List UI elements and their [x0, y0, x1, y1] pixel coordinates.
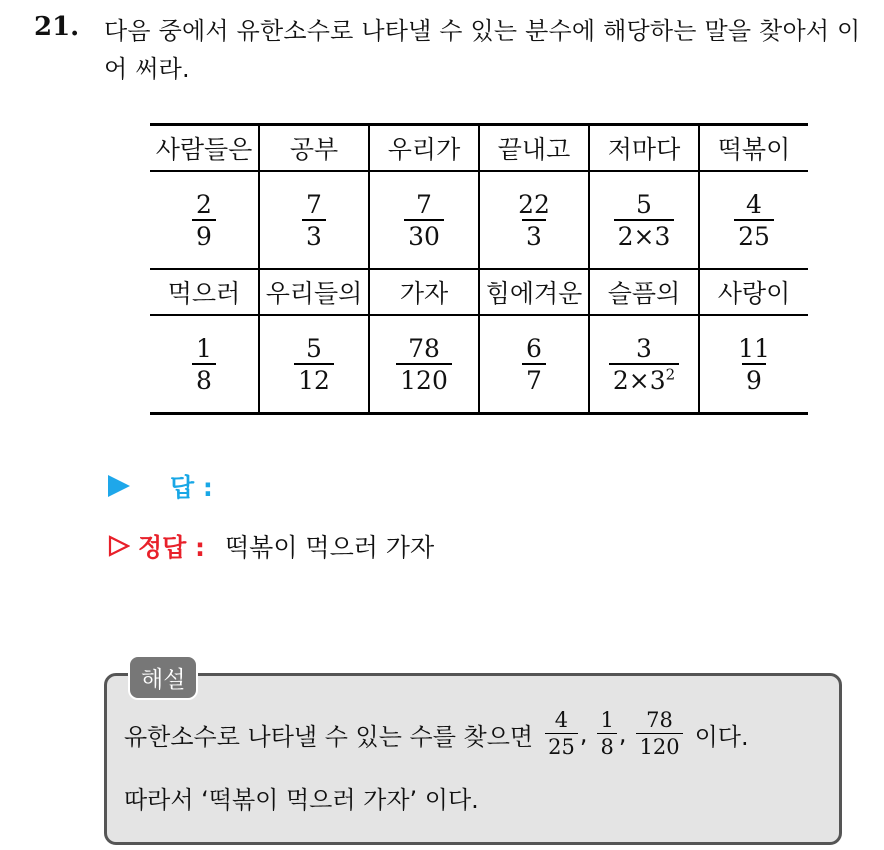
denominator: 25: [545, 733, 578, 758]
denominator: 8: [597, 733, 616, 758]
exponent: 2: [665, 365, 676, 384]
numerator: 6: [526, 333, 542, 363]
explanation-line-1: [124, 710, 749, 758]
fraction-cell: [699, 171, 808, 269]
numerator: 7: [306, 189, 322, 219]
word-cell: 끝내고: [479, 125, 589, 172]
numerator: 11: [738, 333, 770, 363]
fraction: [522, 333, 546, 395]
denominator: 8: [192, 363, 216, 393]
numerator: 22: [518, 189, 550, 219]
fraction: [192, 189, 216, 251]
fraction: [734, 333, 774, 395]
numerator: 78: [646, 708, 673, 732]
fraction-cell: [479, 315, 589, 414]
numerator: 4: [554, 708, 569, 732]
comma: ,: [618, 720, 627, 748]
numerator: 5: [306, 333, 322, 363]
denominator: 12: [294, 363, 334, 393]
word-cell: 떡볶이: [699, 125, 808, 172]
word-cell: 먹으러: [150, 269, 259, 315]
denominator: 3: [302, 219, 326, 249]
numerator: 5: [636, 189, 652, 219]
fraction: [192, 333, 216, 395]
denominator: 30: [404, 219, 444, 249]
correct-answer-value: 떡볶이 먹으러 가자: [225, 533, 435, 562]
word-cell: 우리가: [369, 125, 479, 172]
question-number: 21.: [34, 12, 80, 42]
play-outline-icon: [108, 535, 130, 557]
numerator: 78: [408, 333, 440, 363]
numerator: 1: [600, 708, 614, 732]
word-row: [150, 125, 808, 172]
fraction-row: [150, 171, 808, 269]
word-cell: 가자: [369, 269, 479, 315]
explanation-line-2: 따라서 ‘떡볶이 먹으러 가자’ 이다.: [124, 786, 479, 814]
fraction-cell: [369, 315, 479, 414]
denominator: 2×3: [614, 219, 675, 249]
correct-answer-row: [108, 528, 434, 564]
explanation-tag: 해설: [128, 655, 198, 700]
fraction-cell: [589, 171, 699, 269]
word-fraction-table: [150, 123, 808, 415]
fraction: [294, 333, 334, 395]
denominator: [609, 363, 679, 393]
denominator-base: 2×3: [612, 365, 666, 395]
fraction: [514, 189, 554, 251]
fraction: [734, 189, 774, 251]
explanation-suffix: 이다.: [694, 722, 749, 751]
fraction: [636, 710, 682, 758]
denominator: 7: [522, 363, 546, 393]
fraction-cell: [589, 315, 699, 414]
denominator: 9: [192, 219, 216, 249]
fraction: [396, 333, 452, 395]
fraction-row: [150, 315, 808, 414]
answer-label: 답 :: [170, 473, 213, 502]
numerator: 1: [196, 333, 212, 363]
denominator: 120: [636, 733, 682, 758]
fraction-cell: [259, 315, 369, 414]
numerator: 4: [746, 189, 762, 219]
explanation-box: [104, 673, 842, 845]
fraction-cell: [150, 171, 259, 269]
denominator: 120: [396, 363, 452, 393]
word-cell: 사람들은: [150, 125, 259, 172]
word-cell: 공부: [259, 125, 369, 172]
numerator: 2: [196, 189, 212, 219]
fraction: [614, 189, 675, 251]
fraction: [302, 189, 326, 251]
numerator: 3: [636, 333, 652, 363]
question-text: 다음 중에서 유한소수로 나타낼 수 있는 분수에 해당하는 말을 찾아서 이어 써라.: [104, 17, 861, 83]
word-cell: 슬픔의: [589, 269, 699, 315]
denominator: 25: [734, 219, 774, 249]
numerator: 7: [416, 189, 432, 219]
word-row: [150, 269, 808, 315]
correct-answer-label: 정답 :: [138, 533, 206, 562]
answer-row: [108, 468, 213, 504]
word-cell: 사랑이: [699, 269, 808, 315]
fraction: [404, 189, 444, 251]
play-filled-icon: [108, 475, 130, 497]
word-cell: 우리들의: [259, 269, 369, 315]
comma: ,: [579, 720, 588, 748]
fraction-cell: [369, 171, 479, 269]
word-cell: 저마다: [589, 125, 699, 172]
fraction-cell: [699, 315, 808, 414]
denominator: 9: [742, 363, 766, 393]
fraction: [597, 710, 616, 758]
fraction-cell: [259, 171, 369, 269]
fraction-cell: [150, 315, 259, 414]
fraction: [545, 710, 578, 758]
explanation-prefix: 유한소수로 나타낼 수 있는 수를 찾으면: [124, 722, 534, 751]
word-cell: 힘에겨운: [479, 269, 589, 315]
fraction-cell: [479, 171, 589, 269]
denominator: 3: [522, 219, 546, 249]
fraction: [609, 333, 679, 395]
